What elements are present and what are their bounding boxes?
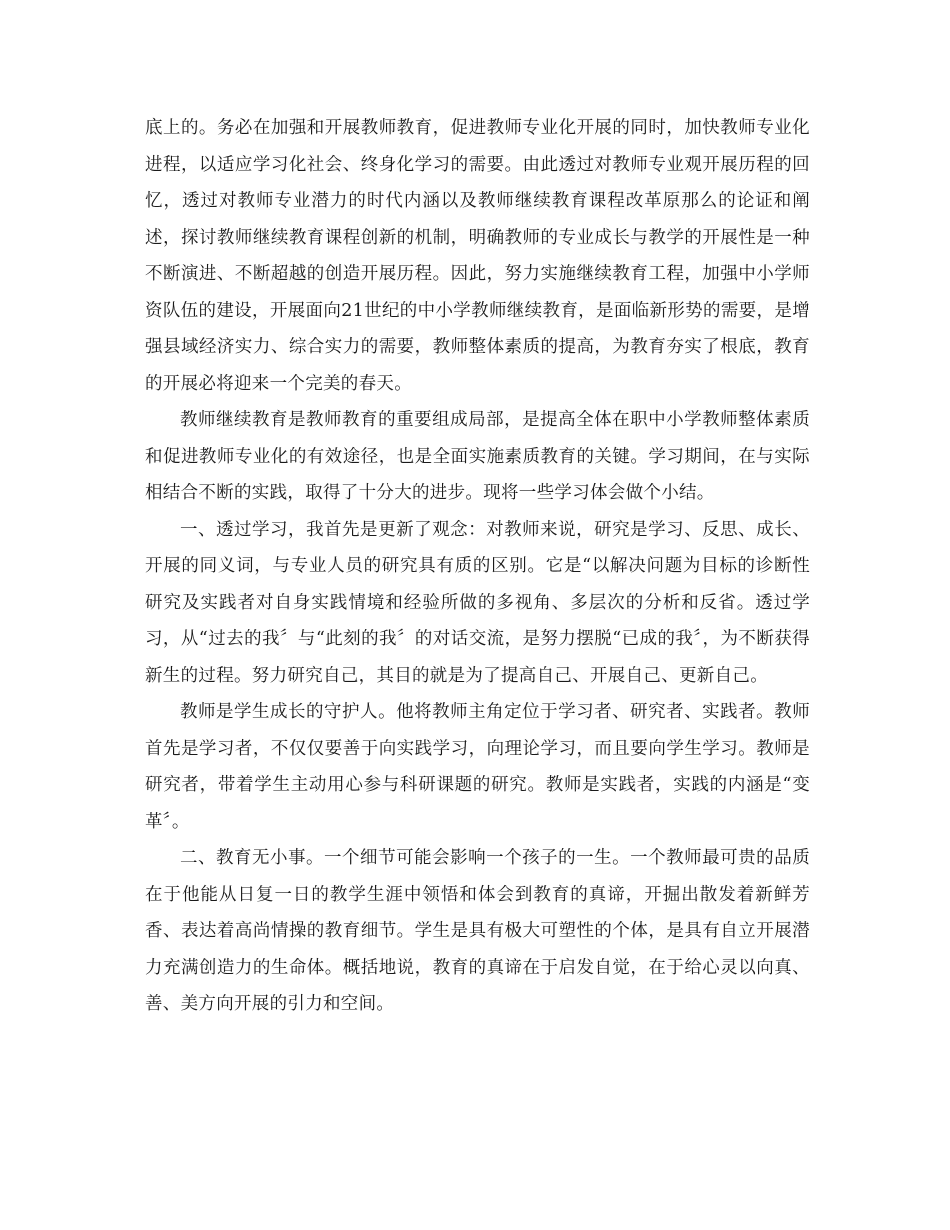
paragraph-continuation: 底上的。务必在加强和开展教师教育，促进教师专业化开展的同时，加快教师专业化进程，以适应学习化社会、终身化学习的需要。由此透过对教师专业观开展历程的回忆，透过对教师专业潜力的时代内涵以及教师继续教育课程改革原那么的论证和阐述，探讨教师继续教育课程创新的机制，明确教师的专业成长与教学的开展性是一种不断演进、不断超越的创造开展历程。因此，努力实施继续教育工程，加强中小学师资队伍的建设，开展面向21世纪的中小学教师继续教育，是面临新形势的需要，是增强县域经济实力、综合实力的需要，教师整体素质的提高，为教育夯实了根底，教育的开展必将迎来一个完美的春天。 bbox=[145, 118, 810, 394]
paragraph-point-one: 一、透过学习，我首先是更新了观念：对教师来说，研究是学习、反思、成长、开展的同义词，与专业人员的研究具有质的区别。它是“以解决问题为目标的诊断性研究及实践者对自身实践情境和经验所做的多视角、多层次的分析和反省。透过学习，从“过去的我〞与“此刻的我〞的对话交流，是努力摆脱“已成的我〞，为不断获得新生的过程。努力研究自己，其目的就是为了提高自己、开展自己、更新自己。 bbox=[145, 519, 810, 686]
paragraph-point-two: 二、教育无小事。一个细节可能会影响一个孩子的一生。一个教师最可贵的品质在于他能从日复一日的教学生涯中领悟和体会到教育的真谛，开掘出散发着新鲜芳香、表达着高尚情操的教育细节。学生是具有极大可塑性的个体，是具有自立开展潜力充满创造力的生命体。概括地说，教育的真谛在于启发自觉，在于给心灵以向真、善、美方向开展的引力和空间。 bbox=[145, 848, 810, 1014]
document-body bbox=[145, 110, 810, 1023]
paragraph-teacher-roles: 教师是学生成长的守护人。他将教师主角定位于学习者、研究者、实践者。教师首先是学习者，不仅仅要善于向实践学习，向理论学习，而且要向学生学习。教师是研究者，带着学生主动用心参与科研课题的研究。教师是实践者，实践的内涵是“变革〞。 bbox=[145, 702, 810, 832]
paragraph-continuing-education: 教师继续教育是教师教育的重要组成局部，是提高全体在职中小学教师整体素质和促进教师专业化的有效途径，也是全面实施素质教育的关键。学习期间，在与实际相结合不断的实践，取得了十分大的进步。现将一些学习体会做个小结。 bbox=[145, 410, 810, 503]
